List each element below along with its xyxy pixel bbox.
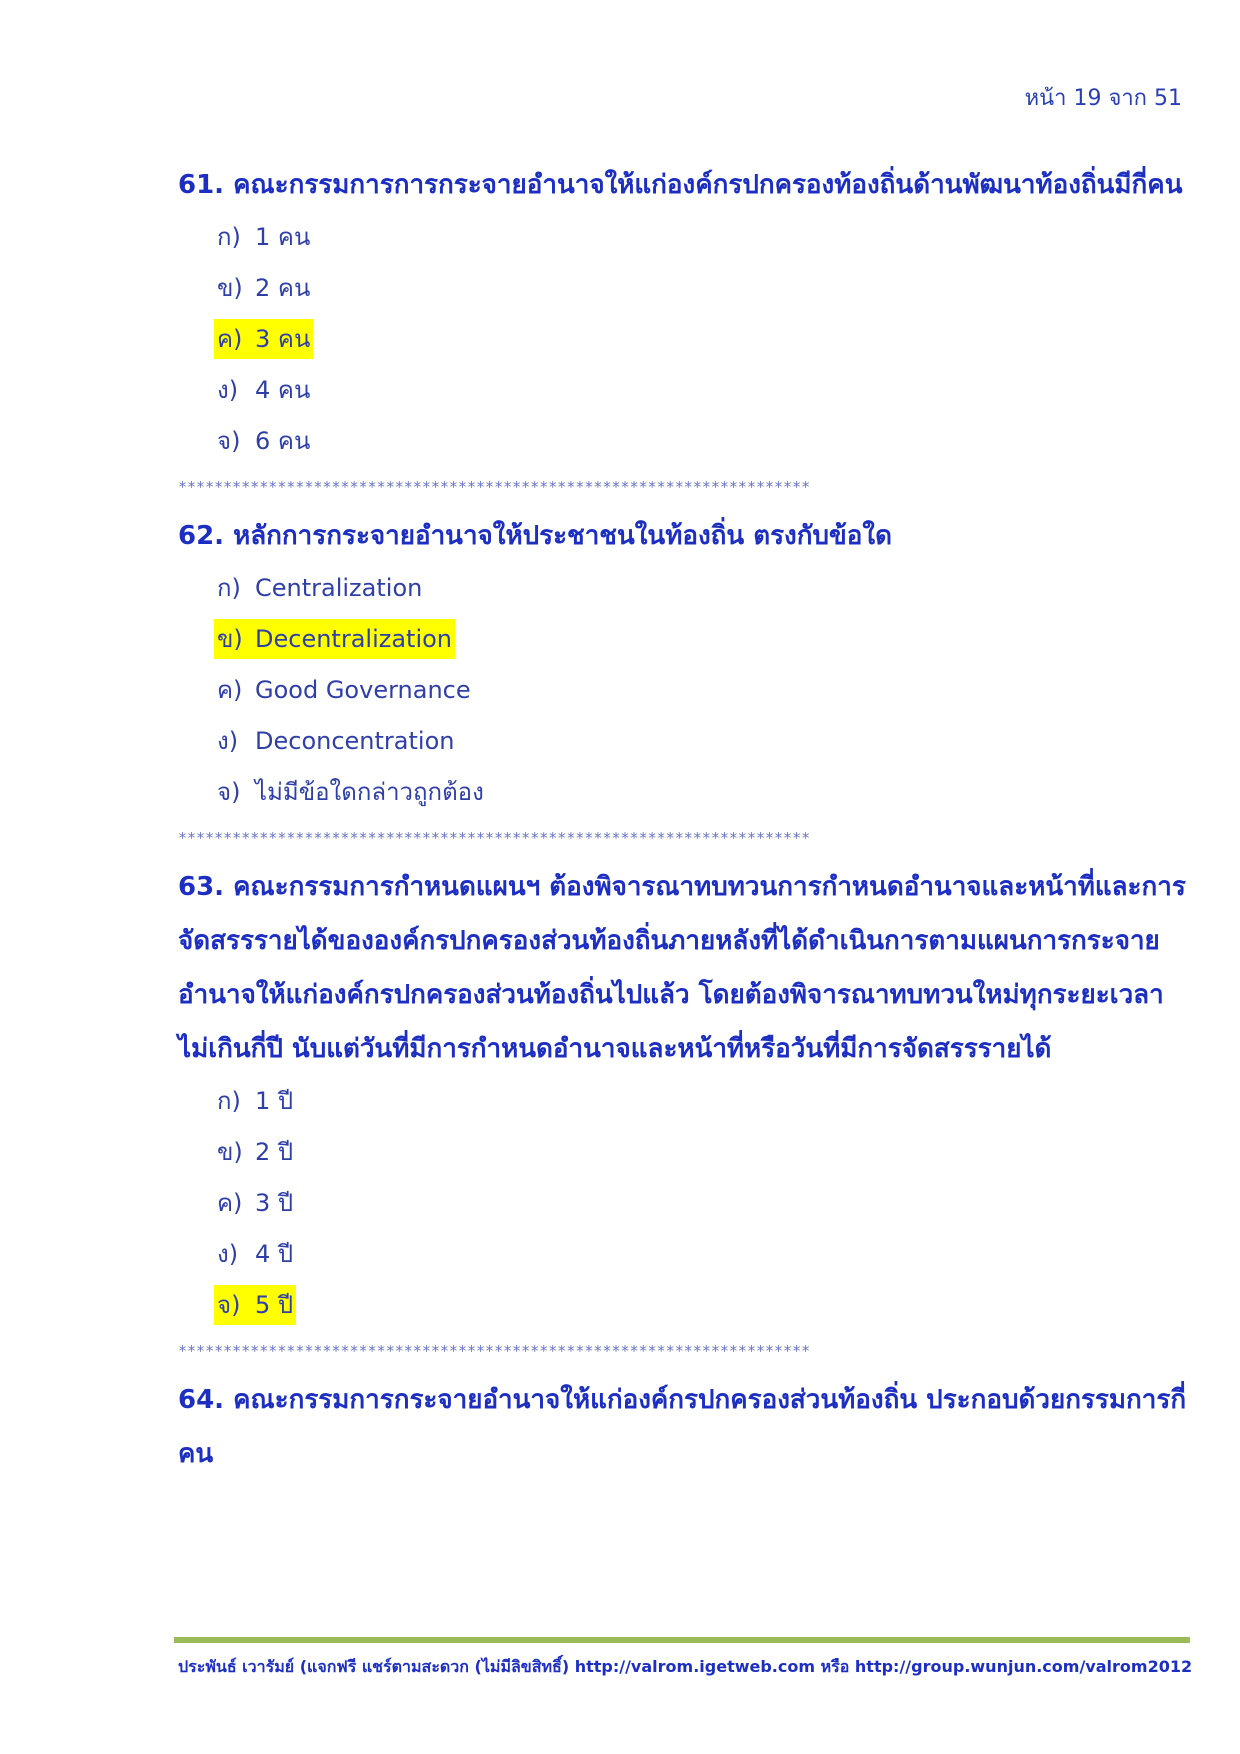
question-63: 63. คณะกรรมการกำหนดแผนฯ ต้องพิจารณาทบทวนการกำหนดอำนาจและหน้าที่และการจัดสรรรายได้ขององค์กรปกครองส่วนท้องถิ่นภายหลังที่ได้ดำเนินการตามแผนการกระจายอำนาจให้แก่องค์กรปกครองส่วนท้องถิ่นไปแล้ว โดยต้องพิจารณาทบทวนใหม่ทุกระยะเวลาไม่เกินกี่ปี นับแต่วันที่มีการกำหนดอำนาจและหน้าที่หรือวันที่มีการจัดสรรรายได้ xyxy=(178,872,1186,1064)
choice-61-e: จ) 6 คน xyxy=(217,427,311,455)
choice-63-e-answer: จ) 5 ปี xyxy=(214,1280,1188,1331)
choice-62-b-answer: ข) Decentralization xyxy=(214,614,1188,665)
choice-62-c: ค) Good Governance xyxy=(217,676,471,704)
choice-62-e: จ) ไม่มีข้อใดกล่าวถูกต้อง xyxy=(217,778,484,806)
question-62: 62. หลักการกระจายอำนาจให้ประชาชนในท้องถิ่น ตรงกับข้อใด xyxy=(178,521,892,551)
page-number: หน้า 19 จาก 51 xyxy=(1024,86,1182,111)
footer-divider xyxy=(174,1637,1190,1643)
choice-63-b: ข) 2 ปี xyxy=(217,1138,294,1166)
choice-61-a: ก) 1 คน xyxy=(217,223,311,251)
choices-62 xyxy=(178,563,1188,818)
separator: ********************************************************************** xyxy=(178,1342,811,1360)
choice-62-d: ง) Deconcentration xyxy=(217,727,455,755)
choices-63 xyxy=(178,1076,1188,1331)
choice-61-d: ง) 4 คน xyxy=(217,376,311,404)
choice-63-c: ค) 3 ปี xyxy=(217,1189,294,1217)
question-61: 61. คณะกรรมการการกระจายอำนาจให้แก่องค์กรปกครองท้องถิ่นด้านพัฒนาท้องถิ่นมีกี่คน xyxy=(178,170,1183,200)
footer-credit: ประพันธ์ เวารัมย์ (แจกฟรี แชร์ตามสะดวก (ไม่มีลิขสิทธิ์) http://valrom.igetweb.com หรือ http://group.wunjun.com/valrom2012 xyxy=(178,1657,1193,1676)
choice-61-c-answer: ค) 3 คน xyxy=(214,314,1188,365)
separator: ********************************************************************** xyxy=(178,478,811,496)
question-64: 64. คณะกรรมการกระจายอำนาจให้แก่องค์กรปกครองส่วนท้องถิ่น ประกอบด้วยกรรมการกี่คน xyxy=(178,1385,1187,1469)
choice-62-a: ก) Centralization xyxy=(217,574,423,602)
question-list xyxy=(178,158,1188,1481)
choice-63-a: ก) 1 ปี xyxy=(217,1087,294,1115)
choice-63-d: ง) 4 ปี xyxy=(217,1240,294,1268)
choice-61-b: ข) 2 คน xyxy=(217,274,311,302)
choices-61 xyxy=(178,212,1188,467)
separator: ********************************************************************** xyxy=(178,829,811,847)
